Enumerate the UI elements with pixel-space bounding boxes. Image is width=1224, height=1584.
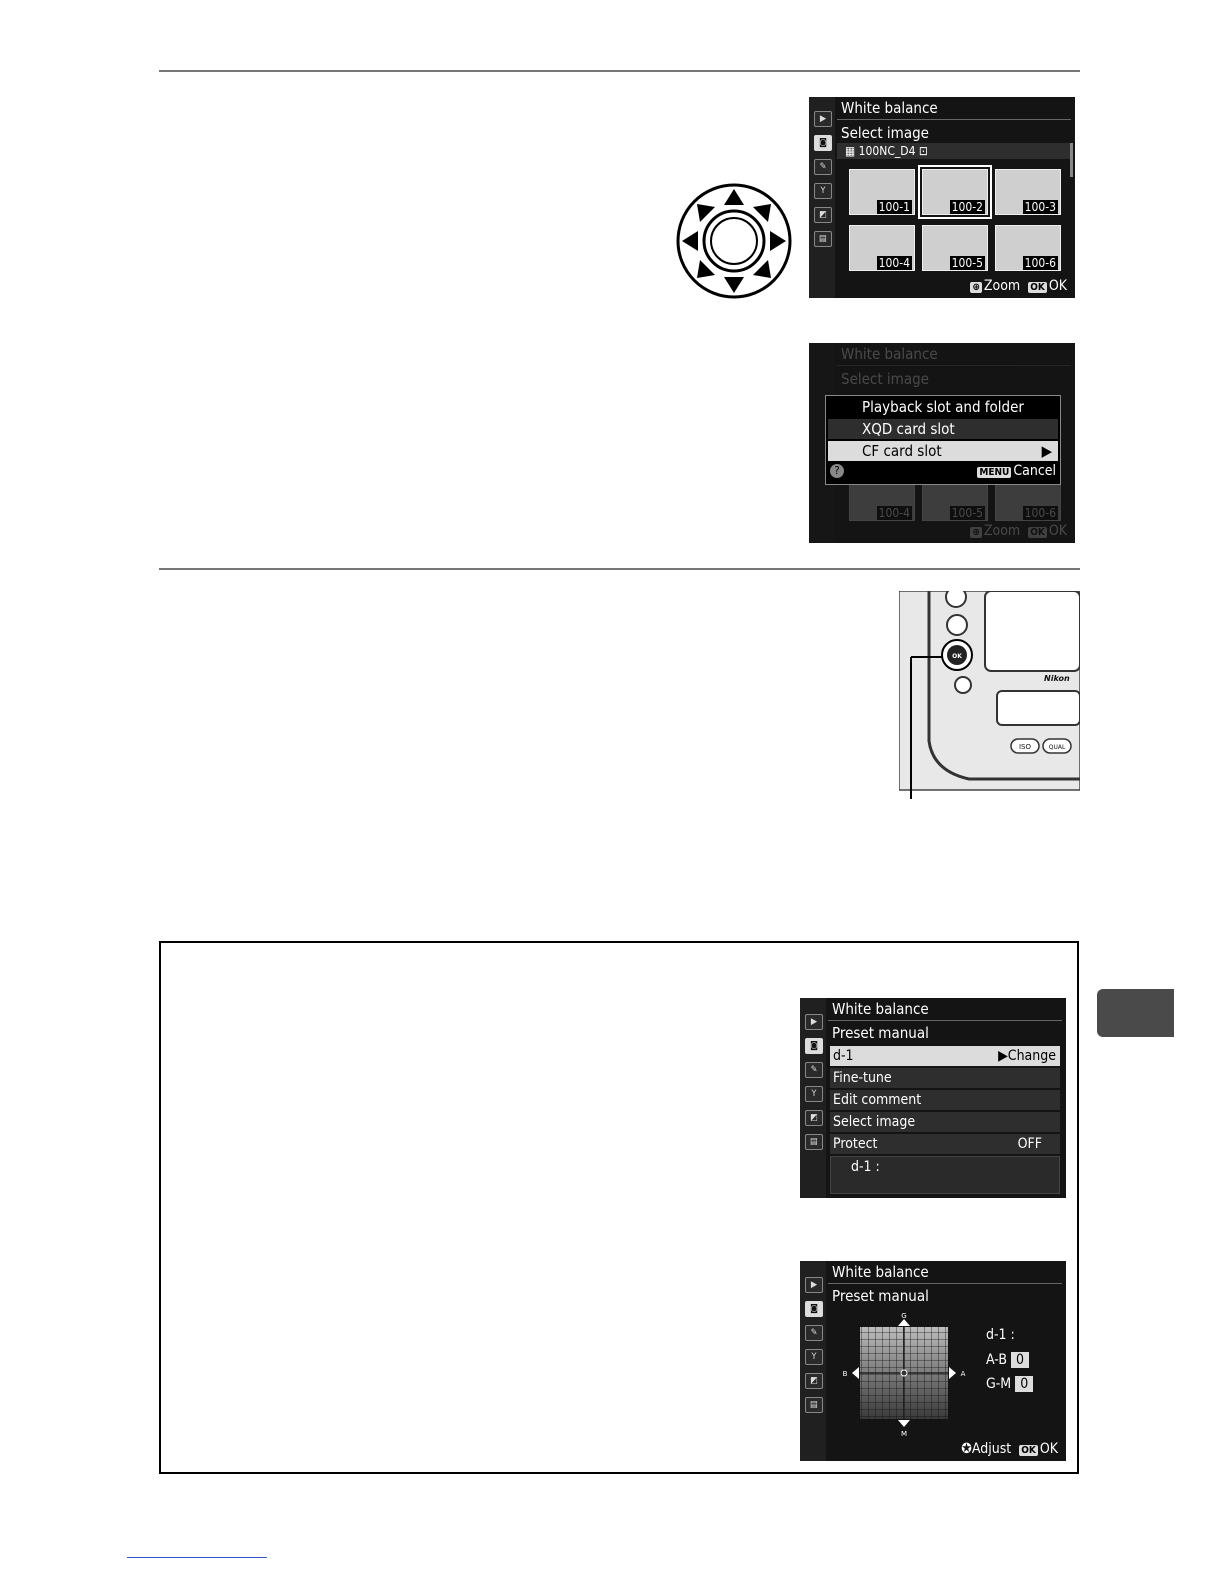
menu-item-select-image[interactable]: Select image (830, 1112, 1060, 1132)
menu-item-d1[interactable] (830, 1046, 1060, 1066)
playback-slot-popup (825, 395, 1061, 485)
thumbnail-label: 100-2 (951, 200, 983, 214)
thumbnail-label: 100-5 (951, 256, 983, 270)
ok-badge: OK (1021, 1445, 1036, 1456)
top-rule (159, 70, 1080, 72)
popup-item-label: CF card slot (862, 442, 942, 460)
menu-item-value: ▶Change (998, 1048, 1056, 1064)
popup-item-xqd[interactable]: XQD card slot (828, 419, 1058, 439)
screen-fine-tune (800, 1261, 1066, 1461)
screen-preset-manual (800, 998, 1066, 1198)
menu-sidebar (800, 1261, 826, 1461)
thumbnail-selected[interactable] (922, 169, 988, 215)
preset-label: d-1 : (986, 1327, 1015, 1343)
thumbnail[interactable] (922, 225, 988, 271)
thumbnail[interactable] (995, 225, 1061, 271)
wrench-icon[interactable]: Y (814, 183, 832, 199)
footer-link-underline (127, 1557, 267, 1558)
menu-badge: MENU (979, 467, 1010, 478)
menu-item-edit-comment[interactable]: Edit comment (830, 1090, 1060, 1110)
menu-item-label: d-1 (833, 1048, 854, 1064)
help-icon[interactable]: ? (830, 464, 844, 478)
thumbnail[interactable] (849, 169, 915, 215)
thumbnail-label: 100-4 (878, 506, 910, 520)
cancel-hint[interactable] (977, 463, 1056, 479)
retouch-icon[interactable]: ◩ (805, 1373, 823, 1389)
ok-button-label: OK (952, 653, 962, 660)
zoom-icon: ⊕ (972, 527, 980, 538)
gm-label: G-M (986, 1376, 1012, 1392)
ok-label: OK (1048, 278, 1067, 294)
shooting-menu-icon[interactable]: ◙ (805, 1301, 823, 1317)
zoom-label: Zoom (983, 523, 1021, 539)
screen-select-image (809, 97, 1075, 298)
playback-menu-icon[interactable]: ▶ (805, 1277, 823, 1293)
section-rule (159, 568, 1080, 570)
ok-label: OK (1048, 523, 1067, 539)
iso-button: ISO (1018, 743, 1032, 751)
wrench-icon[interactable]: Y (805, 1349, 823, 1365)
axis-m-label: M (900, 1430, 908, 1437)
thumbnail-label: 100-1 (878, 200, 910, 214)
ok-badge: OK (1030, 527, 1045, 538)
scrollbar[interactable] (1070, 143, 1073, 177)
thumbnail[interactable] (995, 169, 1061, 215)
screen-footer (970, 278, 1067, 294)
playback-menu-icon[interactable]: ▶ (805, 1014, 823, 1030)
shooting-menu-icon[interactable]: ◙ (814, 135, 832, 151)
shooting-menu-icon[interactable]: ◙ (805, 1038, 823, 1054)
screen-title: White balance (832, 1263, 929, 1281)
ok-badge: OK (1030, 282, 1045, 293)
folder-row (837, 143, 1071, 159)
screen-subtitle: Select image (841, 370, 929, 388)
dial-icon: ✪ (961, 1441, 972, 1457)
screen-title: White balance (832, 1000, 929, 1018)
popup-item-cf[interactable] (828, 441, 1058, 461)
pencil-icon[interactable]: ✎ (814, 159, 832, 175)
chapter-tab (1097, 989, 1174, 1037)
retouch-icon[interactable]: ◩ (805, 1110, 823, 1126)
folder-name: 100NC_D4 (858, 144, 916, 158)
axis-g-label: G (901, 1312, 907, 1320)
screen-footer (961, 1441, 1058, 1457)
thumbnail-label: 100-4 (878, 256, 910, 270)
wrench-icon[interactable]: Y (805, 1086, 823, 1102)
comment-panel (830, 1156, 1060, 1194)
screen-subtitle: Preset manual (832, 1287, 929, 1305)
thumbnail-label: 100-6 (1024, 506, 1056, 520)
ok-label: OK (1039, 1441, 1058, 1457)
change-label: Change (1007, 1048, 1056, 1064)
multi-selector-icon (676, 183, 792, 299)
thumbnail-label: 100-3 (1024, 200, 1056, 214)
popup-title: Playback slot and folder (862, 398, 1024, 416)
axis-b-label: B (842, 1370, 848, 1378)
gm-value: 0 (1015, 1376, 1033, 1392)
camera-back-illustration (899, 591, 1080, 799)
adjust-label: Adjust (971, 1441, 1012, 1457)
arrow-right-icon: ▶ (1041, 442, 1052, 460)
screen-title: White balance (841, 345, 938, 363)
menu-item-protect[interactable] (830, 1134, 1060, 1154)
playback-menu-icon[interactable]: ▶ (814, 111, 832, 127)
brand-label: Nikon (1044, 674, 1070, 683)
thumbnail[interactable] (849, 225, 915, 271)
fine-tune-grid[interactable] (840, 1311, 970, 1437)
ab-label: A-B (986, 1352, 1007, 1368)
thumbnail-label: 100-6 (1024, 256, 1056, 270)
thumbnail-label: 100-5 (951, 506, 983, 520)
title-divider (837, 119, 1071, 120)
comment-label: d-1 : (851, 1159, 880, 1175)
menu-item-fine-tune[interactable]: Fine-tune (830, 1068, 1060, 1088)
my-menu-icon[interactable]: ▤ (805, 1134, 823, 1150)
pencil-icon[interactable]: ✎ (805, 1062, 823, 1078)
my-menu-icon[interactable]: ▤ (814, 231, 832, 247)
menu-sidebar (809, 97, 835, 298)
title-divider (828, 1020, 1062, 1021)
ab-row (986, 1352, 1029, 1368)
title-divider (828, 1283, 1062, 1284)
menu-item-label: Protect (833, 1136, 878, 1152)
folder-icon: ▦ (845, 144, 859, 158)
cancel-label: Cancel (1013, 463, 1056, 479)
my-menu-icon[interactable]: ▤ (805, 1397, 823, 1413)
title-divider (837, 365, 1071, 366)
screen-subtitle: Preset manual (832, 1024, 929, 1042)
screen-title: White balance (841, 99, 938, 117)
zoom-label: Zoom (983, 278, 1021, 294)
menu-item-value: OFF (1017, 1136, 1042, 1152)
retouch-icon[interactable]: ◩ (814, 207, 832, 223)
qual-button: QUAL (1048, 744, 1066, 751)
zoom-icon: ⊕ (972, 282, 980, 293)
ab-value: 0 (1011, 1352, 1029, 1368)
screen-playback-slot (809, 343, 1075, 543)
gm-row (986, 1376, 1033, 1392)
protect-icon: ⊡ (915, 144, 928, 158)
screen-subtitle: Select image (841, 124, 929, 142)
menu-sidebar (800, 998, 826, 1198)
pencil-icon[interactable]: ✎ (805, 1325, 823, 1341)
screen-footer (970, 523, 1067, 539)
axis-a-label: A (960, 1370, 966, 1378)
